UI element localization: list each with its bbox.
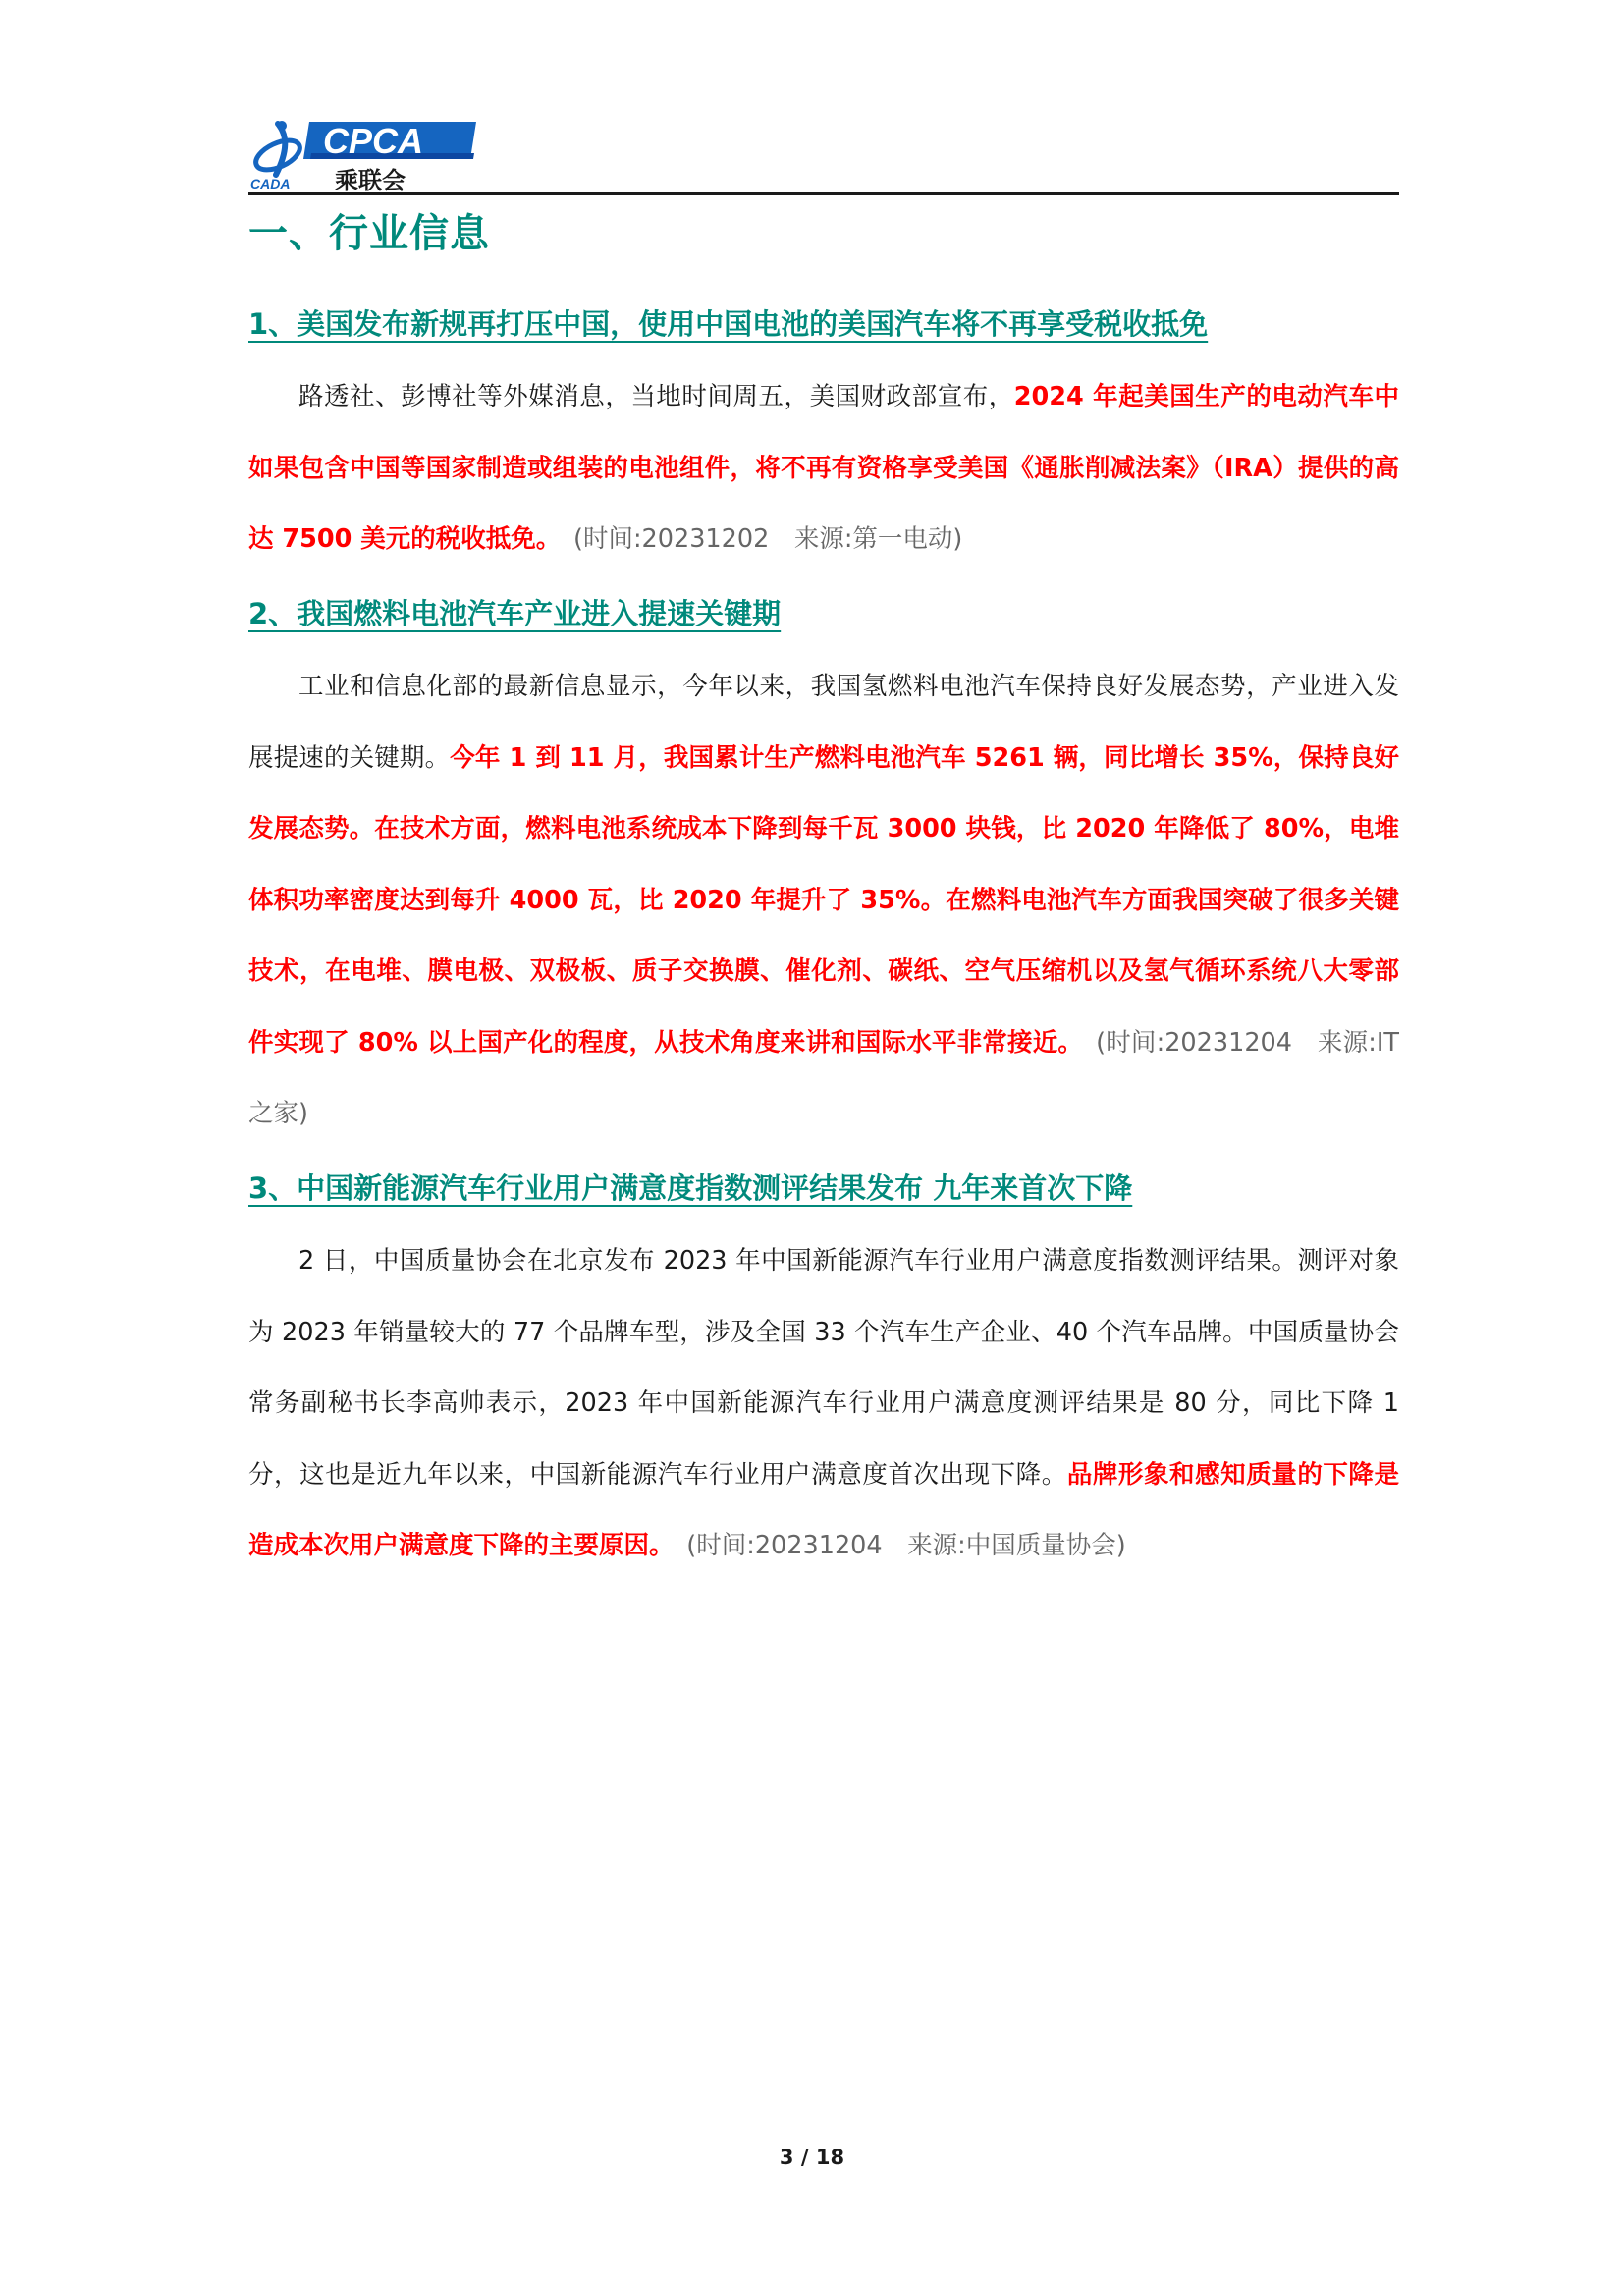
- article-2: [248, 592, 1399, 1150]
- article-highlight: 2024 年起美国生产的电动汽车中如果包含中国等国家制造或组装的电池组件，将不再有资格享受美国《通胀削减法案》（IRA）提供的高达 7500 美元的税收抵免。: [248, 382, 1399, 554]
- article-highlight: 今年 1 到 11 月，我国累计生产燃料电池汽车 5261 辆，同比增长 35%，保持良好发展态势。在技术方面，燃料电池系统成本下降到每千瓦 3000 块钱，比 2020 年降低了 80%，电堆体积功率密度达到每升 4000 瓦，比 2020 年提升了 35%。在燃料电池汽车方面我国突破了很多关键技术，在电堆、膜电极、双极板、质子交换膜、催化剂、碳纸、空气压缩机以及氢气循环系统八大零部件实现了 80% 以上国产化的程度，从技术角度来讲和国际水平非常接近。: [248, 742, 1399, 1058]
- article-highlight: 品牌形象和感知质量的下降是造成本次用户满意度下降的主要原因。: [248, 1459, 1399, 1560]
- logo-chinese: 乘联会: [335, 167, 406, 192]
- article-lead: 工业和信息化部的最新信息显示，今年以来，我国氢燃料电池汽车保持良好发展态势，产业进入发展提速的关键期。: [248, 672, 1399, 773]
- section-title: 一、行业信息: [248, 211, 490, 256]
- article-body: [248, 361, 1399, 575]
- header: [248, 114, 1399, 196]
- article-3: [248, 1167, 1399, 1582]
- article-body: [248, 1225, 1399, 1582]
- logo-latin: CPCA: [323, 121, 424, 161]
- article-source: (时间:20231202 来源:第一电动): [573, 524, 963, 554]
- article-1: [248, 302, 1399, 575]
- cpca-emblem-icon: [251, 121, 304, 176]
- article-source: (时间:20231204 来源:IT 之家): [248, 1027, 1399, 1128]
- article-headline: 2、我国燃料电池汽车产业进入提速关键期: [248, 597, 782, 630]
- article-headline: 1、美国发布新规再打压中国，使用中国电池的美国汽车将不再享受税收抵免: [248, 307, 1209, 341]
- article-lead: 2 日，中国质量协会在北京发布 2023 年中国新能源汽车行业用户满意度指数测评结果。测评对象为 2023 年销量较大的 77 个品牌车型，涉及全国 33 个汽车生产企业、40 个汽车品牌。中国质量协会常务副秘书长李高帅表示，2023 年中国新能源汽车行业用户满意度测评结果是 80 分，同比下降 1 分，这也是近九年以来，中国新能源汽车行业用户满意度首次出现下降。: [248, 1246, 1399, 1490]
- page-number: 3 / 18: [779, 2146, 845, 2169]
- article-lead: 路透社、彭博社等外媒消息，当地时间周五，美国财政部宣布，: [298, 382, 1014, 411]
- header-divider: [248, 192, 1399, 195]
- article-body: [248, 651, 1399, 1150]
- logo-sub: CADA: [250, 176, 291, 191]
- cpca-logo: [248, 114, 476, 192]
- article-source: (时间:20231204 来源:中国质量协会): [686, 1531, 1126, 1560]
- article-headline: 3、中国新能源汽车行业用户满意度指数测评结果发布 九年来首次下降: [248, 1171, 1133, 1205]
